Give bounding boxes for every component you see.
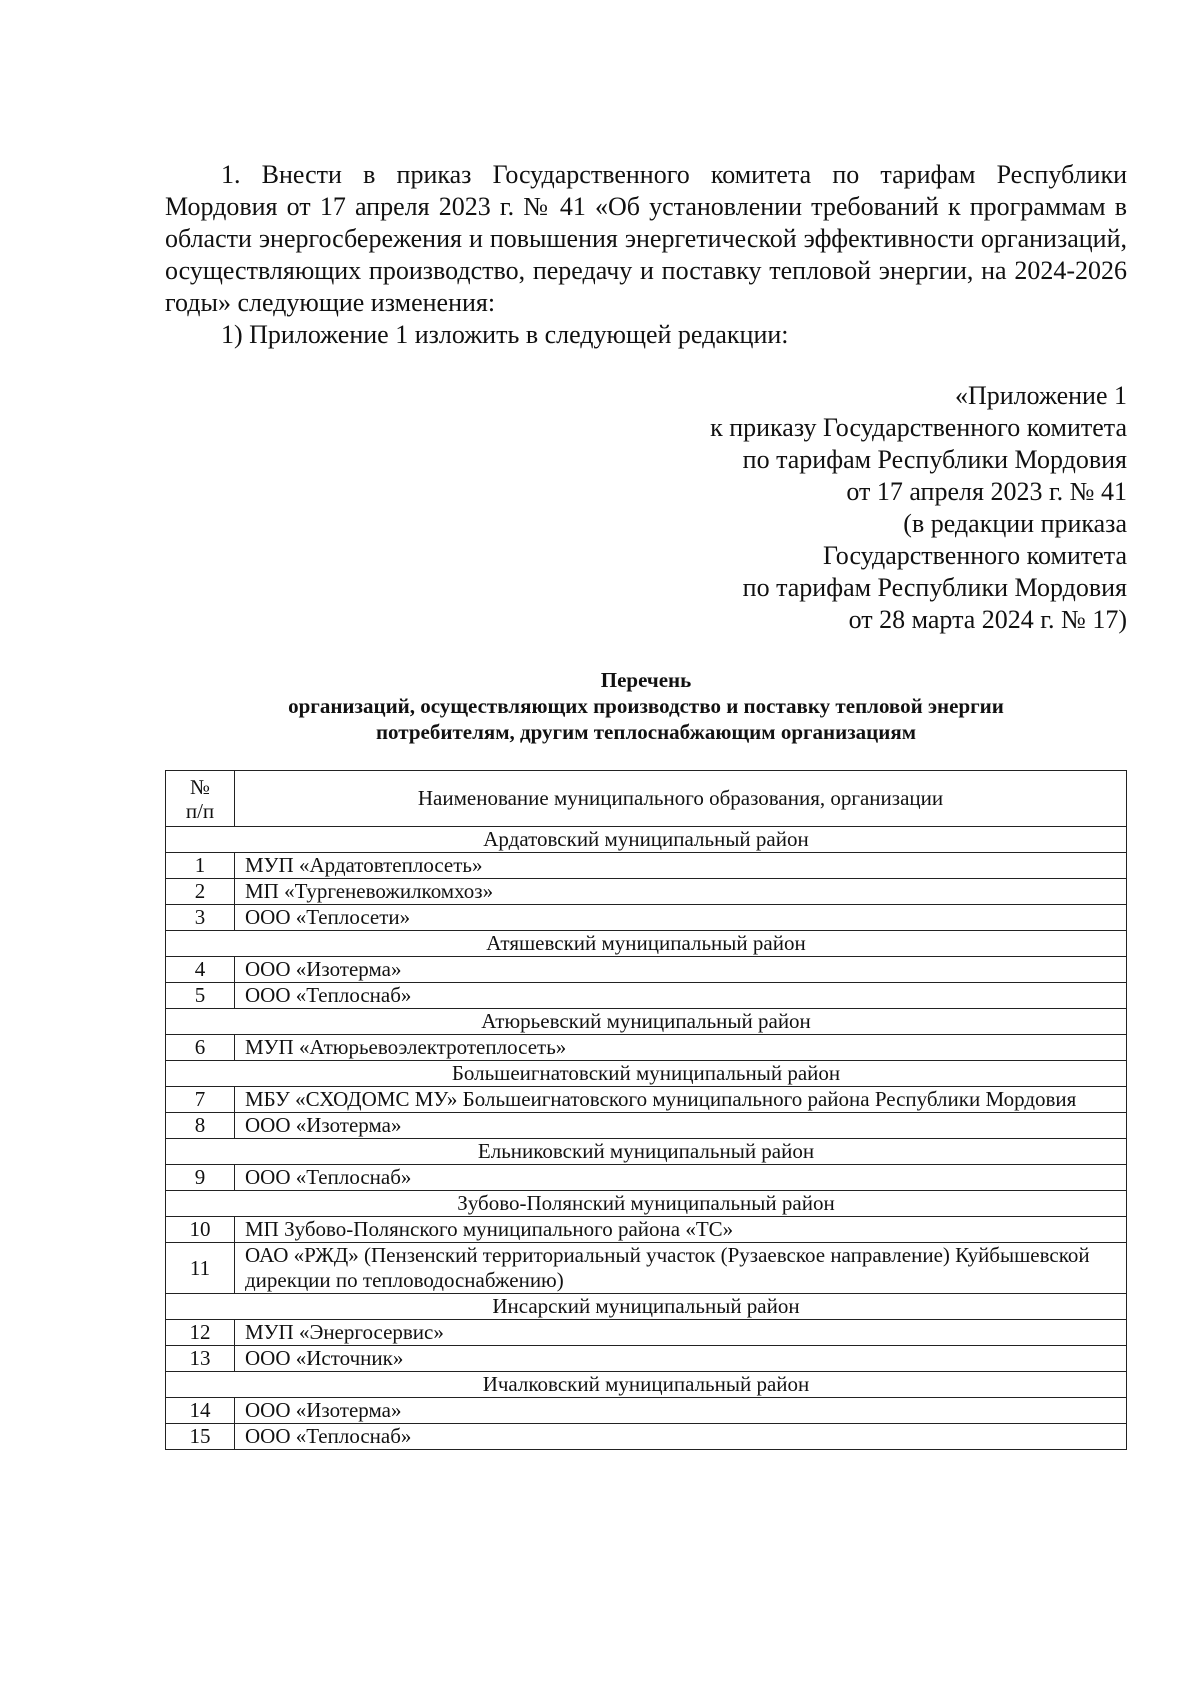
table-row xyxy=(166,1217,1127,1243)
row-number: 4 xyxy=(166,957,235,983)
district-row xyxy=(166,1372,1127,1398)
table-row xyxy=(166,1113,1127,1139)
row-number: 2 xyxy=(166,879,235,905)
table-row xyxy=(166,1035,1127,1061)
amendment-text xyxy=(165,159,1127,351)
org-name: ООО «Изотерма» xyxy=(235,957,1127,983)
appendix-line: от 17 апреля 2023 г. № 41 xyxy=(846,477,1127,506)
list-title-line: Перечень xyxy=(600,668,692,692)
list-title xyxy=(165,667,1127,745)
district-name: Инсарский муниципальный район xyxy=(166,1294,1127,1320)
district-name: Ельниковский муниципальный район xyxy=(166,1139,1127,1165)
amendment-paragraph-1: 1. Внести в приказ Государственного комитета по тарифам Республики Мордовия от 17 апреля 2023 г. № 41 «Об установлении требований к программам в области энергосбережения и повышения энергетической эффективности организаций, осуществляющих производство, передачу и поставку тепловой энергии, на 2024-2026 годы» следующие изменения: xyxy=(165,160,1127,317)
table-row xyxy=(166,1398,1127,1424)
org-name: МУП «Ардатовтеплосеть» xyxy=(235,853,1127,879)
organizations-table xyxy=(165,770,1127,1450)
district-row xyxy=(166,931,1127,957)
district-name: Ичалковский муниципальный район xyxy=(166,1372,1127,1398)
table-row xyxy=(166,879,1127,905)
org-name: ООО «Теплосети» xyxy=(235,905,1127,931)
org-name: ООО «Теплоснаб» xyxy=(235,1165,1127,1191)
list-title-line: организаций, осуществляющих производство и поставку тепловой энергии xyxy=(288,694,1004,718)
appendix-header xyxy=(527,380,1127,636)
row-number: 1 xyxy=(166,853,235,879)
org-name: МБУ «СХОДОМС МУ» Большеигнатовского муниципального района Республики Мордовия xyxy=(235,1087,1127,1113)
table-row xyxy=(166,905,1127,931)
appendix-line: от 28 марта 2024 г. № 17) xyxy=(848,605,1127,634)
district-row xyxy=(166,1294,1127,1320)
district-name: Большеигнатовский муниципальный район xyxy=(166,1061,1127,1087)
table-row xyxy=(166,1346,1127,1372)
table-row xyxy=(166,1165,1127,1191)
org-name: ООО «Теплоснаб» xyxy=(235,983,1127,1009)
row-number: 10 xyxy=(166,1217,235,1243)
district-name: Атяшевский муниципальный район xyxy=(166,931,1127,957)
district-row xyxy=(166,1191,1127,1217)
row-number: 11 xyxy=(166,1243,235,1294)
table-header-row xyxy=(166,771,1127,827)
table-row xyxy=(166,1424,1127,1450)
table-row xyxy=(166,853,1127,879)
table-row xyxy=(166,957,1127,983)
district-name: Атюрьевский муниципальный район xyxy=(166,1009,1127,1035)
district-row xyxy=(166,827,1127,853)
row-number: 14 xyxy=(166,1398,235,1424)
appendix-line: «Приложение 1 xyxy=(954,381,1127,410)
org-name: ОАО «РЖД» (Пензенский территориальный участок (Рузаевское направление) Куйбышевской дирекции по тепловодоснабжению) xyxy=(235,1243,1127,1294)
org-name: ООО «Изотерма» xyxy=(235,1398,1127,1424)
district-row xyxy=(166,1009,1127,1035)
header-number-pp: п/п xyxy=(185,798,215,823)
org-name: МП Зубово-Полянского муниципального района «ТС» xyxy=(235,1217,1127,1243)
row-number: 9 xyxy=(166,1165,235,1191)
row-number: 3 xyxy=(166,905,235,931)
amendment-paragraph-2: 1) Приложение 1 изложить в следующей редакции: xyxy=(221,320,789,349)
appendix-line: по тарифам Республики Мордовия xyxy=(742,445,1127,474)
table-row xyxy=(166,1243,1127,1294)
table-row xyxy=(166,983,1127,1009)
header-number-sign: № xyxy=(189,774,211,799)
org-name: МУП «Атюрьевоэлектротеплосеть» xyxy=(235,1035,1127,1061)
appendix-line: по тарифам Республики Мордовия xyxy=(742,573,1127,602)
header-number xyxy=(166,771,235,827)
appendix-line: (в редакции приказа xyxy=(903,509,1127,538)
row-number: 13 xyxy=(166,1346,235,1372)
table-row xyxy=(166,1087,1127,1113)
row-number: 12 xyxy=(166,1320,235,1346)
org-name: ООО «Теплоснаб» xyxy=(235,1424,1127,1450)
district-name: Ардатовский муниципальный район xyxy=(166,827,1127,853)
district-name: Зубово-Полянский муниципальный район xyxy=(166,1191,1127,1217)
district-row xyxy=(166,1139,1127,1165)
org-name: ООО «Источник» xyxy=(235,1346,1127,1372)
row-number: 15 xyxy=(166,1424,235,1450)
org-name: МУП «Энергосервис» xyxy=(235,1320,1127,1346)
appendix-line: к приказу Государственного комитета xyxy=(710,413,1127,442)
appendix-line: Государственного комитета xyxy=(823,541,1127,570)
table-row xyxy=(166,1320,1127,1346)
row-number: 6 xyxy=(166,1035,235,1061)
list-title-line: потребителям, другим теплоснабжающим организациям xyxy=(375,720,917,744)
org-name: ООО «Изотерма» xyxy=(235,1113,1127,1139)
org-name: МП «Тургеневожилкомхоз» xyxy=(235,879,1127,905)
row-number: 8 xyxy=(166,1113,235,1139)
row-number: 7 xyxy=(166,1087,235,1113)
district-row xyxy=(166,1061,1127,1087)
row-number: 5 xyxy=(166,983,235,1009)
header-name: Наименование муниципального образования, организации xyxy=(235,771,1127,827)
